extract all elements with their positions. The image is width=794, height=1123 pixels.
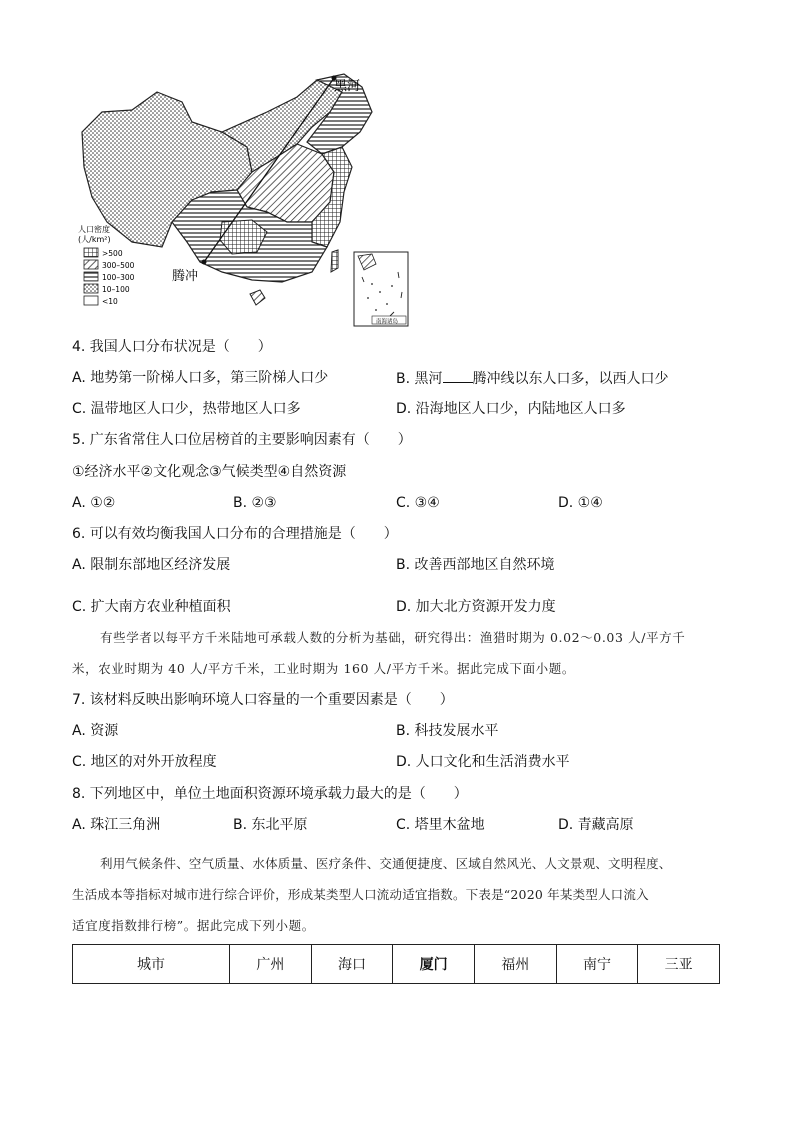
- legend-swatch-4: [84, 284, 98, 293]
- q4-stem: 4. 我国人口分布状况是（ ）: [72, 339, 272, 355]
- q8-option-d[interactable]: D. 青藏高原: [558, 817, 634, 833]
- legend-swatch-3: [84, 272, 98, 281]
- q5-option-a[interactable]: A. ①②: [72, 495, 116, 511]
- china-map-svg: [72, 72, 416, 328]
- legend-label-3: 100–300: [102, 273, 135, 282]
- legend-swatch-1: [84, 248, 98, 257]
- ranking-table: [72, 944, 720, 984]
- legend-label-2: 300–500: [102, 261, 135, 270]
- material2-line2: 生活成本等指标对城市进行综合评价，形成某类型人口流动适宜指数。下表是“2020 年某类型人口流入: [72, 887, 649, 902]
- q4-option-b[interactable]: [396, 368, 669, 389]
- heihe-label: 黑河: [334, 79, 361, 94]
- q5-factors: ①经济水平②文化观念③气候类型④自然资源: [72, 464, 347, 480]
- population-density-map: [72, 72, 416, 328]
- q4-blank: [443, 368, 473, 383]
- q5-option-b[interactable]: B. ②③: [233, 495, 277, 511]
- q4-option-a[interactable]: A. 地势第一阶梯人口多，第三阶梯人口少: [72, 370, 329, 386]
- material2-line3: 适宜度指数排行榜”。据此完成下列小题。: [72, 918, 315, 933]
- table-cell: 福州: [474, 945, 556, 984]
- q6-option-b[interactable]: B. 改善西部地区自然环境: [396, 557, 555, 573]
- inset-label: 南海诸岛: [376, 319, 399, 325]
- table-cell: 海口: [311, 945, 393, 984]
- legend-label-4: 10–100: [102, 285, 130, 294]
- q8-stem: 8. 下列地区中，单位土地面积资源环境承载力最大的是（ ）: [72, 786, 468, 802]
- q7-option-a[interactable]: A. 资源: [72, 723, 119, 739]
- material1-line1: 有些学者以每平方千米陆地可承载人数的分析为基础，研究得出：渔猎时期为 0.02～0.03 人/平方千: [100, 630, 686, 645]
- table-cell: 城市: [73, 945, 230, 984]
- q7-option-c[interactable]: C. 地区的对外开放程度: [72, 754, 217, 770]
- tengchong-label: 腾冲: [172, 269, 199, 284]
- q4-option-d[interactable]: D. 沿海地区人口少，内陆地区人口多: [396, 401, 626, 417]
- q5-option-d[interactable]: D. ①④: [558, 495, 603, 511]
- table-cell: 厦门: [393, 945, 475, 984]
- material2-line1: 利用气候条件、空气质量、水体质量、医疗条件、交通便捷度、区域自然风光、人文景观、文明程度、: [100, 856, 672, 871]
- material1-line2: 米，农业时期为 40 人/平方千米，工业时期为 160 人/平方千米。据此完成下面小题。: [72, 661, 575, 676]
- legend-swatch-2: [84, 260, 98, 269]
- legend-unit: (人/km²): [78, 235, 111, 244]
- q8-option-b[interactable]: B. 东北平原: [233, 817, 308, 833]
- q7-option-b[interactable]: B. 科技发展水平: [396, 723, 499, 739]
- map-region-hainan: [250, 290, 265, 305]
- q7-option-d[interactable]: D. 人口文化和生活消费水平: [396, 754, 570, 770]
- legend-title: 人口密度: [78, 225, 110, 234]
- q6-option-c[interactable]: C. 扩大南方农业种植面积: [72, 599, 231, 615]
- table-cell: 南宁: [556, 945, 638, 984]
- q8-option-c[interactable]: C. 塔里木盆地: [396, 817, 485, 833]
- tengchong-point: [202, 260, 207, 265]
- q6-stem: 6. 可以有效均衡我国人口分布的合理措施是（ ）: [72, 526, 398, 542]
- q7-stem: 7. 该材料反映出影响环境人口容量的一个重要因素是（ ）: [72, 692, 454, 708]
- table-header-row: [73, 945, 720, 984]
- legend-label-5: <10: [102, 297, 118, 306]
- q4-option-b-post: 腾冲线以东人口多，以西人口少: [472, 371, 669, 387]
- q4-option-b-pre: B. 黑河: [396, 371, 443, 387]
- q5-option-c[interactable]: C. ③④: [396, 495, 440, 511]
- table-cell: 三亚: [638, 945, 720, 984]
- q8-option-a[interactable]: A. 珠江三角洲: [72, 817, 161, 833]
- table-cell: 广州: [230, 945, 312, 984]
- legend-swatch-5: [84, 296, 98, 305]
- q4-option-c[interactable]: C. 温带地区人口少，热带地区人口多: [72, 401, 301, 417]
- map-region-taiwan: [331, 250, 338, 272]
- q6-option-a[interactable]: A. 限制东部地区经济发展: [72, 557, 231, 573]
- q5-stem: 5. 广东省常住人口位居榜首的主要影响因素有（ ）: [72, 432, 412, 448]
- legend-label-1: >500: [102, 249, 123, 258]
- q6-option-d[interactable]: D. 加大北方资源开发力度: [396, 599, 556, 615]
